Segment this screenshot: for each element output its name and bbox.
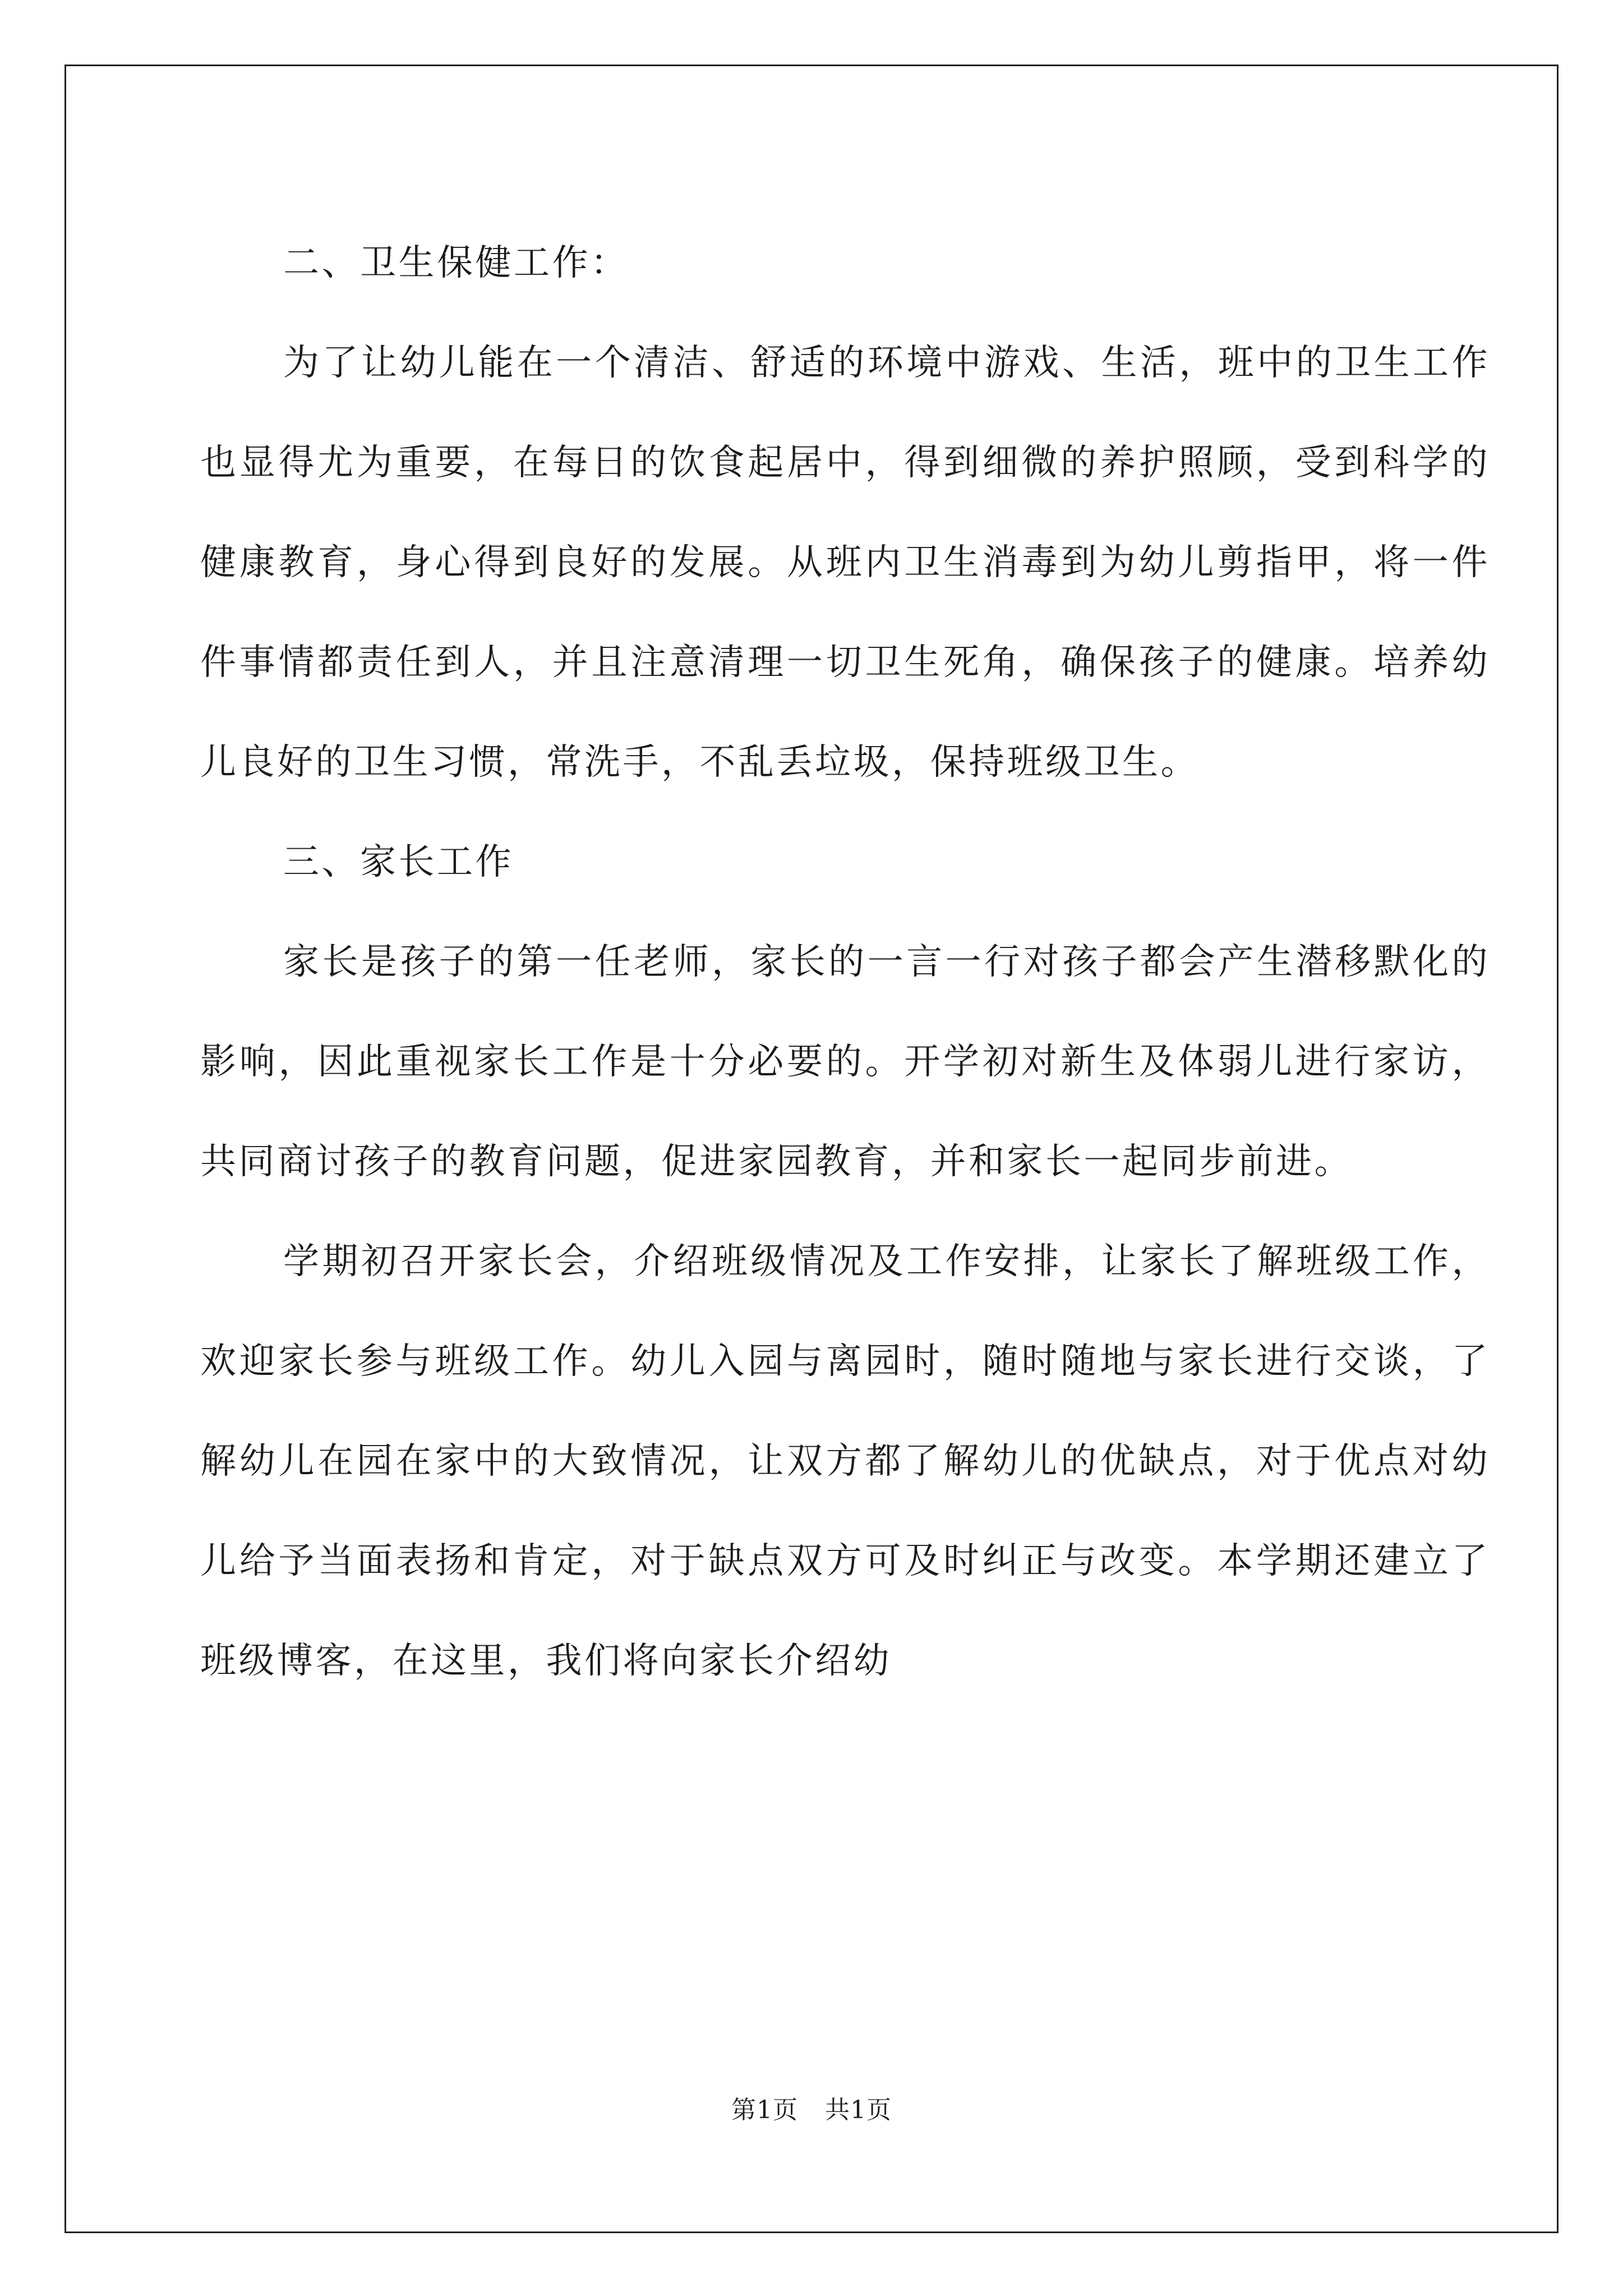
document-body <box>200 213 1490 1711</box>
section-heading-hygiene: 二、卫生保健工作： <box>283 242 629 284</box>
paragraph-parent-meeting: 学期初召开家长会，介绍班级情况及工作安排，让家长了解班级工作，欢迎家长参与班级工作。幼儿入园与离园时，随时随地与家长进行交谈，了解幼儿在园在家中的大致情况，让双方都了解幼儿的优缺点，对于优点对幼儿给予当面表扬和肯定，对于缺点双方可及时纠正与改变。本学期还建立了班级博客，在这里，我们将向家长介绍幼 <box>200 1241 1490 1682</box>
page-total: 共1页 <box>825 2096 892 2124</box>
paragraph-parents: 家长是孩子的第一任老师，家长的一言一行对孩子都会产生潜移默化的影响，因此重视家长工作是十分必要的。开学初对新生及体弱儿进行家访，共同商讨孩子的教育问题，促进家园教育，并和家长一起同步前进。 <box>200 941 1490 1182</box>
page-footer <box>0 2090 1623 2125</box>
section-heading-parents: 三、家长工作 <box>283 841 514 883</box>
paragraph-hygiene: 为了让幼儿能在一个清洁、舒适的环境中游戏、生活，班中的卫生工作也显得尤为重要，在每日的饮食起居中，得到细微的养护照顾，受到科学的健康教育，身心得到良好的发展。从班内卫生消毒到为幼儿剪指甲，将一件件事情都责任到人，并且注意清理一切卫生死角，确保孩子的健康。培养幼儿良好的卫生习惯，常洗手，不乱丢垃圾，保持班级卫生。 <box>200 342 1490 783</box>
page-number: 第1页 <box>731 2096 798 2124</box>
